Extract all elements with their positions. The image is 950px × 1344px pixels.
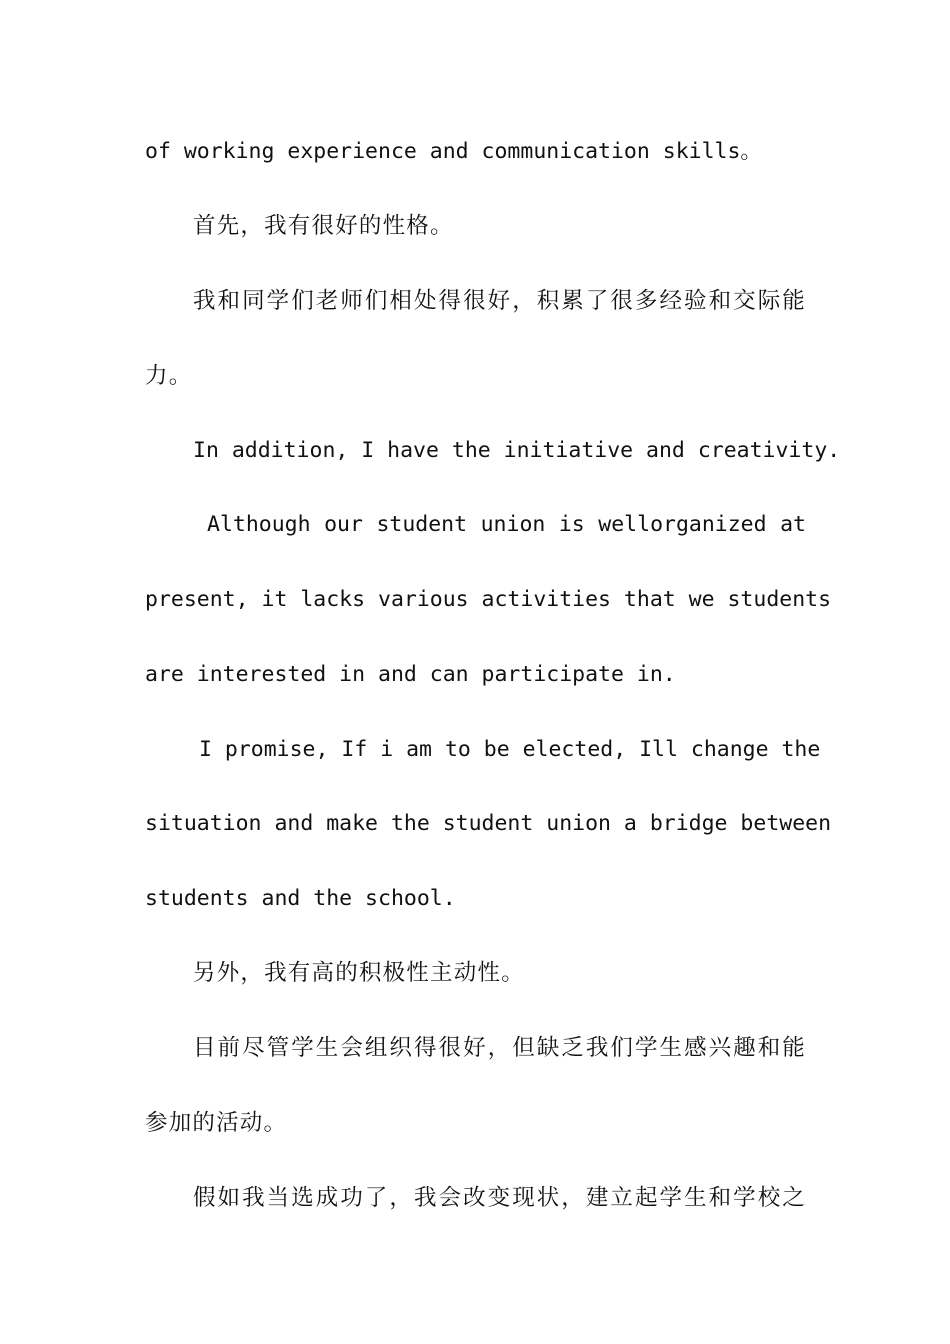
paragraph-line: In addition, I have the initiative and creativity.	[193, 438, 841, 463]
paragraph-line: 我和同学们老师们相处得很好，积累了很多经验和交际能	[193, 288, 806, 314]
text-line: present, it lacks various activities that we students	[145, 587, 832, 612]
text-line: 参加的活动。	[145, 1110, 288, 1136]
paragraph-line: 另外，我有高的积极性主动性。	[193, 960, 525, 986]
text-line: of working experience and communication skills。	[145, 139, 762, 164]
paragraph-line: 目前尽管学生会组织得很好，但缺乏我们学生感兴趣和能	[193, 1035, 806, 1061]
paragraph-line: 假如我当选成功了，我会改变现状，建立起学生和学校之	[193, 1185, 806, 1211]
text-line: are interested in and can participate in.	[145, 662, 676, 687]
paragraph-line: 首先，我有很好的性格。	[193, 213, 454, 239]
text-line: students and the school.	[145, 886, 456, 911]
paragraph-line: Although our student union is wellorganized at	[207, 512, 806, 537]
text-line: 力。	[145, 363, 193, 389]
paragraph-line: I promise, If i am to be elected, Ill change the	[199, 737, 821, 762]
text-line: situation and make the student union a bridge between	[145, 811, 832, 836]
